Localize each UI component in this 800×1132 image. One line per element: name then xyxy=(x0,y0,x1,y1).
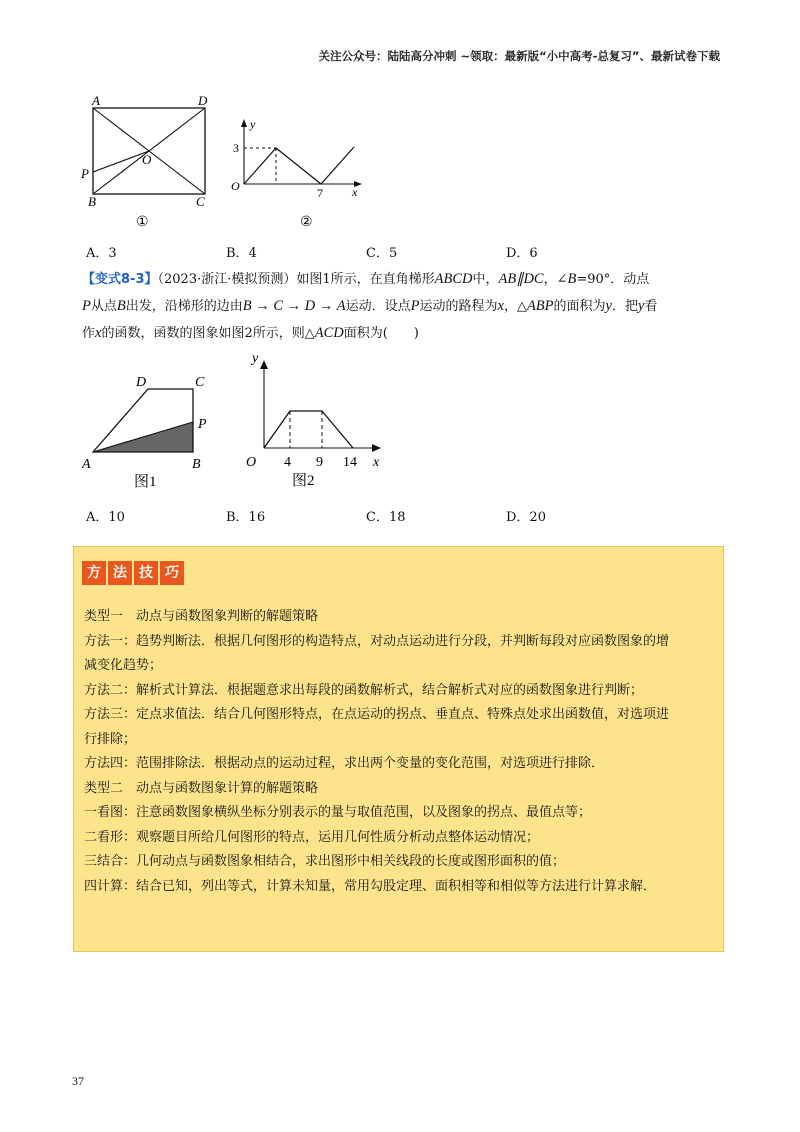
y-axis-label: y xyxy=(250,117,256,131)
label-d: D xyxy=(198,93,208,108)
tips-line: 方法三：定点求值法．结合几何图形特点，在点运动的拐点、垂直点、特殊点处求出函数值，对选项进 xyxy=(84,707,670,722)
option-d[interactable]: D．6 xyxy=(506,246,538,261)
tips-title-char: 巧 xyxy=(160,561,184,585)
y-tick-label: 3 xyxy=(233,141,239,155)
option-b[interactable]: B．16 xyxy=(226,510,266,525)
trapezoid-figure xyxy=(78,370,228,494)
option-a[interactable]: A．3 xyxy=(86,246,117,261)
y-axis-arrow-icon xyxy=(260,360,268,369)
tips-line: 方法一：趋势判断法．根据几何图形的构造特点，对动点运动进行分段，并判断每段对应函数图象的增 xyxy=(84,633,670,649)
x-axis-arrow-icon xyxy=(372,444,381,452)
x-tick-9: 9 xyxy=(316,455,323,470)
option-a[interactable]: A．10 xyxy=(86,510,125,525)
problem-line-3: 作x的函数，函数的图象如图2所示，则△ACD面积为( ) xyxy=(82,325,419,341)
x-axis-label: x xyxy=(352,185,358,199)
origin-label: O xyxy=(246,455,257,470)
x-tick-14: 14 xyxy=(343,455,357,470)
tips-line: 类型一 动点与函数图象判断的解题策略 xyxy=(84,609,319,624)
tips-title-char: 方 xyxy=(82,561,106,585)
page-header: 关注公众号：陆陆高分冲刺 ~领取：最新版“小中高考-总复习”、最新试卷下载 xyxy=(318,49,720,63)
variant-tag: 【变式8-3】 xyxy=(82,272,158,287)
y-axis-arrow-icon xyxy=(241,119,247,127)
tips-line: 二看形：观察题目所给几何图形的特点，运用几何性质分析动点整体运动情况； xyxy=(84,829,540,845)
figure-caption-2: ② xyxy=(300,215,313,230)
tips-line: 行排除； xyxy=(84,731,137,747)
label-a: A xyxy=(82,457,91,472)
graph-figure-2 xyxy=(240,344,390,494)
x-tick-4: 4 xyxy=(284,455,291,470)
x-tick-label: 7 xyxy=(317,186,323,200)
function-graph xyxy=(244,147,354,184)
tips-line: 类型二 动点与函数图象计算的解题策略 xyxy=(84,780,319,796)
problem-line-1: 【变式8-3】（2023·浙江·模拟预测）如图1所示，在直角梯形ABCD中，AB∥DC，∠B=90°．动点 xyxy=(82,271,650,287)
figure-caption-3: 图1 xyxy=(134,474,157,490)
tips-line: 三结合：几何动点与函数图象相结合，求出图形中相关线段的长度或图形面积的值； xyxy=(84,854,566,869)
y-axis-label: y xyxy=(252,351,259,366)
tips-title-char: 法 xyxy=(108,561,132,585)
tips-title xyxy=(82,561,184,585)
problem-text xyxy=(82,266,722,347)
label-p: P xyxy=(81,166,89,181)
tips-body xyxy=(84,605,718,899)
label-b: B xyxy=(88,194,96,209)
graph-figure-1 xyxy=(226,114,366,232)
label-c: C xyxy=(195,375,205,390)
figure-caption-4: 图2 xyxy=(292,473,315,489)
option-b[interactable]: B．4 xyxy=(226,246,257,261)
label-b: B xyxy=(192,457,201,472)
method-tips-box xyxy=(73,546,724,952)
option-c[interactable]: C．18 xyxy=(366,510,406,525)
tips-line: 减变化趋势； xyxy=(84,658,163,673)
rectangle-figure xyxy=(78,92,228,232)
page-number: 37 xyxy=(72,1074,84,1088)
option-d[interactable]: D．20 xyxy=(506,510,546,525)
label-a: A xyxy=(92,93,100,108)
label-d: D xyxy=(136,375,147,390)
problem-line-2: P从点B出发，沿梯形的边由B → C → D → A运动．设点P运动的路程为x，△ABP的面积为y．把y看 xyxy=(82,298,658,314)
x-axis-label: x xyxy=(373,455,380,470)
options-row-1 xyxy=(86,242,646,261)
option-c[interactable]: C．5 xyxy=(366,246,398,261)
tips-title-char: 技 xyxy=(134,561,158,585)
figure-caption-1: ① xyxy=(136,215,149,230)
function-graph xyxy=(264,411,353,448)
label-c: C xyxy=(196,194,205,209)
origin-label: O xyxy=(231,179,240,193)
tips-line: 方法二：解析式计算法．根据题意求出每段的函数解析式，结合解析式对应的函数图象进行判断； xyxy=(84,682,644,698)
options-row-2 xyxy=(86,506,646,525)
label-p: P xyxy=(198,417,207,432)
tips-line: 四计算：结合已知，列出等式，计算未知量，常用勾股定理、面积相等和相似等方法进行计算求解． xyxy=(84,878,657,894)
label-o: O xyxy=(142,152,152,167)
segment-po xyxy=(93,151,149,172)
tips-line: 一看图：注意函数图象横纵坐标分别表示的量与取值范围，以及图象的拐点、最值点等； xyxy=(84,805,592,820)
tips-line: 方法四：范围排除法．根据动点的运动过程，求出两个变量的变化范围，对选项进行排除． xyxy=(84,756,605,771)
